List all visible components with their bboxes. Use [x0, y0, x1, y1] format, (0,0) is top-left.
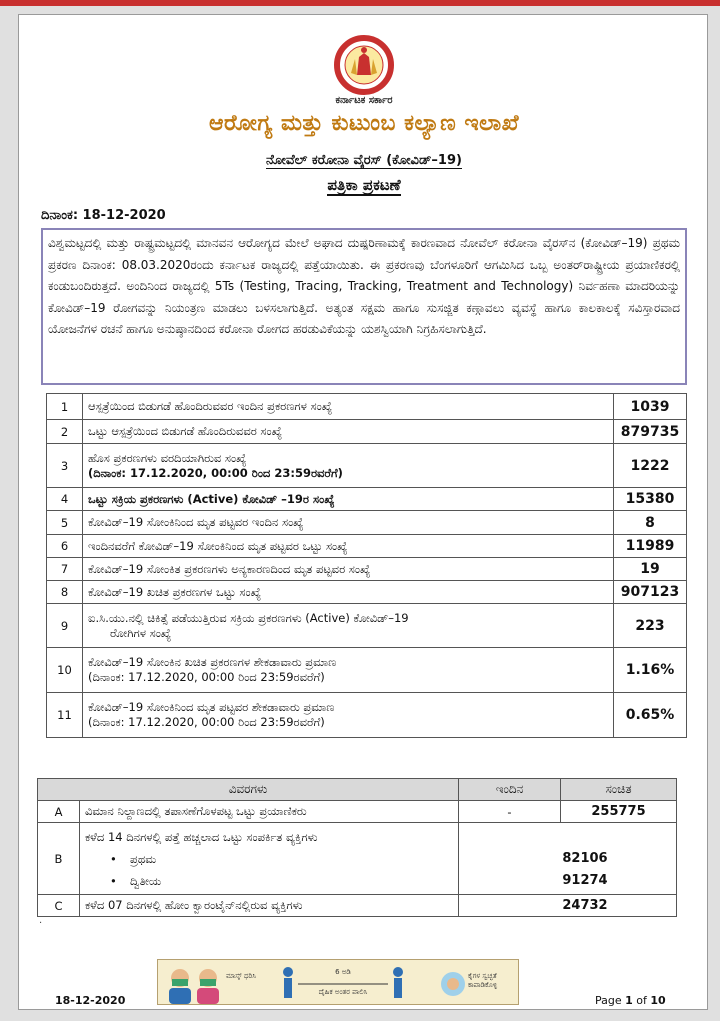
covid-safety-banner [157, 959, 519, 1005]
row-number: 7 [47, 558, 83, 581]
row-value: 8 [614, 511, 687, 535]
row-label: ಐ.ಸಿ.ಯು.ನಲ್ಲಿ ಚಿಕಿತ್ಸೆ ಪಡೆಯುತ್ತಿರುವ ಸಕ್ರಿಯ ಪ್ರಕರಣಗಳು (Active) ಕೋವಿಡ್–19 ರೋಗಿಗಳ ಸಂಖ್ಯೆ [83, 604, 614, 648]
banner-mask-text: ಮಾಸ್ಕ್ ಧರಿಸಿ [226, 972, 256, 980]
row-number: 8 [47, 581, 83, 604]
row-today: - [459, 801, 561, 823]
row-id: A [38, 801, 80, 823]
row-label: ವಿಮಾನ ನಿಲ್ದಾಣದಲ್ಲಿ ತಪಾಸಣೆಗೊಳಪಟ್ಟ ಒಟ್ಟು ಪ್ರಯಾಣಿಕರು [80, 801, 459, 823]
karnataka-emblem-icon [329, 35, 399, 95]
row-label: ಹೊಸ ಪ್ರಕರಣಗಳು ವರದಿಯಾಗಿರುವ ಸಂಖ್ಯೆ (ದಿನಾಂಕ: 17.12.2020, 00:00 ರಿಂದ 23:59ರವರೆಗೆ) [83, 444, 614, 488]
table-row [38, 801, 677, 823]
row-value: 907123 [614, 581, 687, 604]
banner-distance-text: ದೈಹಿಕ ಅಂತರ ಪಾಲಿಸಿ [318, 988, 368, 996]
row-label: ಕಳೆದ 07 ದಿನಗಳಲ್ಲಿ ಹೋಂ ಕ್ವಾರಂಟೈನ್‌ನಲ್ಲಿರುವ ವ್ಯಕ್ತಿಗಳು [80, 895, 459, 917]
footer-date: 18-12-2020 [55, 994, 126, 1007]
list-item: • ದ್ವಿತೀಯ [85, 870, 453, 892]
top-accent-bar [0, 0, 720, 6]
table-row [47, 394, 687, 420]
table-row [47, 420, 687, 444]
intro-paragraph: ವಿಶ್ವಮಟ್ಟದಲ್ಲಿ ಮತ್ತು ರಾಷ್ಟ್ರಮಟ್ಟದಲ್ಲಿ ಮಾನವನ ಆರೋಗ್ಯದ ಮೇಲೆ ಅಘಾದ ದುಷ್ಪರಿಣಾಮಕ್ಕೆ ಕಾರಣವಾದ ನೋವೆಲ್ ಕರೋನಾ ವೈರಸ್‌ನ (ಕೋವಿಡ್–19) ಪ್ರಥಮ ಪ್ರಕರಣ ದಿನಾಂಕ: 08.03.2020ರಂದು ಕರ್ನಾಟಕ ರಾಜ್ಯದಲ್ಲಿ ಪತ್ತೆಯಾಯಿತು. ಈ ಪ್ರಕರಣವು ಬೆಂಗಳೂರಿಗೆ ಆಗಮಿಸಿದ ಒಬ್ಬ ಅಂತರ್‌ರಾಷ್ಟ್ರೀಯ ಪ್ರಯಾಣಿಕರಲ್ಲಿ ಕಂಡುಬಂದಿರುತ್ತದೆ. ಅಂದಿನಿಂದ ರಾಜ್ಯದಲ್ಲಿ 5Ts (Testing, Tracing, Tracking, Treatment and Technology) ನಿರ್ವಹಣಾ ಮಾದರಿಯನ್ನು ಕೋವಿಡ್–19 ರೋಗವನ್ನು ನಿಯಂತ್ರಣ ಮಾಡಲು ಬಳಸಲಾಗುತ್ತಿದೆ. ಅತ್ಯಂತ ಸಕ್ಷಮ ಹಾಗೂ ಸುಸಜ್ಜಿತ ಕಣ್ಗಾವಲು ವ್ಯವಸ್ಥೆ ಹಾಗೂ ಕಾಲಕಾಲಕ್ಕೆ ಸವಿಸ್ತಾರವಾದ ಯೋಜನೆಗಳ ರಚನೆ ಹಾಗೂ ಅನುಷ್ಠಾನದಿಂದ ಕರೋನಾ ರೋಗದ ಹರಡುವಿಕೆಯನ್ನು ಯಶಸ್ವಿಯಾಗಿ ನಿಗ್ರಹಿಸಲಾಗುತ್ತಿದೆ. [41, 228, 687, 385]
row-value: 11989 [614, 535, 687, 558]
table-row [38, 895, 677, 917]
stray-mark: · [39, 918, 43, 929]
details-table [37, 778, 677, 917]
row-value: 0.65% [614, 693, 687, 738]
table-row [47, 488, 687, 511]
row-label: ಒಟ್ಟು ಆಸ್ಪತ್ರೆಯಿಂದ ಬಿಡುಗಡೆ ಹೊಂದಿರುವವರ ಸಂಖ್ಯೆ [83, 420, 614, 444]
table-row [47, 581, 687, 604]
row-id: B [38, 823, 80, 895]
table-row [47, 511, 687, 535]
row-number: 3 [47, 444, 83, 488]
table-row [47, 693, 687, 738]
table-row [38, 823, 677, 895]
banner-distance-top: 6 ಅಡಿ [335, 968, 351, 976]
row-id: C [38, 895, 80, 917]
row-label: ಇಂದಿನವರೆಗೆ ಕೋವಿಡ್–19 ಸೋಂಕಿನಿಂದ ಮೃತ ಪಟ್ಟವರ ಒಟ್ಟು ಸಂಖ್ಯೆ [83, 535, 614, 558]
row-value: 19 [614, 558, 687, 581]
covid-safety-illustration [158, 960, 520, 1006]
row-cumulative: 255775 [561, 801, 677, 823]
row-value: 1.16% [614, 648, 687, 693]
row-value: 1039 [614, 394, 687, 420]
table-row [47, 604, 687, 648]
row-label: ಕೋವಿಡ್–19 ಖಚಿತ ಪ್ರಕರಣಗಳ ಒಟ್ಟು ಸಂಖ್ಯೆ [83, 581, 614, 604]
table-row [47, 444, 687, 488]
row-number: 6 [47, 535, 83, 558]
row-value: 1222 [614, 444, 687, 488]
row-label: ಕಳೆದ 14 ದಿನಗಳಲ್ಲಿ ಪತ್ತೆ ಹಚ್ಚಲಾದ ಒಟ್ಟು ಸಂಪರ್ಕಿತ ವ್ಯಕ್ತಿಗಳು • ಪ್ರಥಮ • ದ್ವಿತೀಯ [80, 823, 459, 895]
table-row [47, 535, 687, 558]
row-number: 11 [47, 693, 83, 738]
row-label: ಕೋವಿಡ್–19 ಸೋಂಕಿನ ಖಚಿತ ಪ್ರಕರಣಗಳ ಶೇಕಡಾವಾರು ಪ್ರಮಾಣ (ದಿನಾಂಕ: 17.12.2020, 00:00 ರಿಂದ 23:59ರವರೆಗೆ) [83, 648, 614, 693]
table-row [47, 558, 687, 581]
row-value: 15380 [614, 488, 687, 511]
row-value: 879735 [614, 420, 687, 444]
row-values: 82106 91274 [459, 823, 677, 895]
subject-heading: ನೋವೆಲ್ ಕರೋನಾ ವೈರಸ್ (ಕೋವಿಡ್–19) [266, 153, 462, 168]
row-number: 4 [47, 488, 83, 511]
header-details: ವಿವರಗಳು [38, 779, 459, 801]
row-number: 10 [47, 648, 83, 693]
row-label: ಕೋವಿಡ್–19 ಸೋಂಕಿತ ಪ್ರಕರಣಗಳು ಅನ್ಯಕಾರಣದಿಂದ ಮೃತ ಪಟ್ಟವರ ಸಂಖ್ಯೆ [83, 558, 614, 581]
table-header-row [38, 779, 677, 801]
row-number: 5 [47, 511, 83, 535]
department-title: ಆರೋಗ್ಯ ಮತ್ತು ಕುಟುಂಬ ಕಲ್ಯಾಣ ಇಲಾಖೆ [208, 111, 520, 136]
banner-wash-text: ಕೈಗಳ ಸ್ವಚ್ಛತೆ ಕಾಪಾಡಿಕೊಳ್ಳಿ [468, 972, 498, 989]
list-item: • ಪ್ರಥಮ [85, 848, 453, 870]
table-row [47, 648, 687, 693]
row-number: 2 [47, 420, 83, 444]
release-date: ದಿನಾಂಕ: 18-12-2020 [41, 208, 166, 223]
government-label: ಕರ್ನಾಟಕ ಸರ್ಕಾರ [335, 95, 393, 106]
row-cumulative: 24732 [459, 895, 677, 917]
header-cumulative: ಸಂಚಿತ [561, 779, 677, 801]
row-number: 1 [47, 394, 83, 420]
row-number: 9 [47, 604, 83, 648]
row-label: ಆಸ್ಪತ್ರೆಯಿಂದ ಬಿಡುಗಡೆ ಹೊಂದಿರುವವರ ಇಂದಿನ ಪ್ರಕರಣಗಳ ಸಂಖ್ಯೆ [83, 394, 614, 420]
press-release-heading: ಪತ್ರಿಕಾ ಪ್ರಕಟಣೆ [327, 176, 401, 194]
stats-table [46, 393, 687, 738]
page-number: Page 1 of 10 [595, 994, 666, 1007]
row-label: ಒಟ್ಟು ಸಕ್ರಿಯ ಪ್ರಕರಣಗಳು (Active) ಕೋವಿಡ್ –19ರ ಸಂಖ್ಯೆ [83, 488, 614, 511]
row-label: ಕೋವಿಡ್–19 ಸೋಂಕಿನಿಂದ ಮೃತ ಪಟ್ಟವರ ಶೇಕಡಾವಾರು ಪ್ರಮಾಣ (ದಿನಾಂಕ: 17.12.2020, 00:00 ರಿಂದ 23:59ರವರೆಗೆ) [83, 693, 614, 738]
document-page [18, 14, 708, 1010]
header-today: ಇಂದಿನ [459, 779, 561, 801]
row-label: ಕೋವಿಡ್–19 ಸೋಂಕಿನಿಂದ ಮೃತ ಪಟ್ಟವರ ಇಂದಿನ ಸಂಖ್ಯೆ [83, 511, 614, 535]
row-value: 223 [614, 604, 687, 648]
